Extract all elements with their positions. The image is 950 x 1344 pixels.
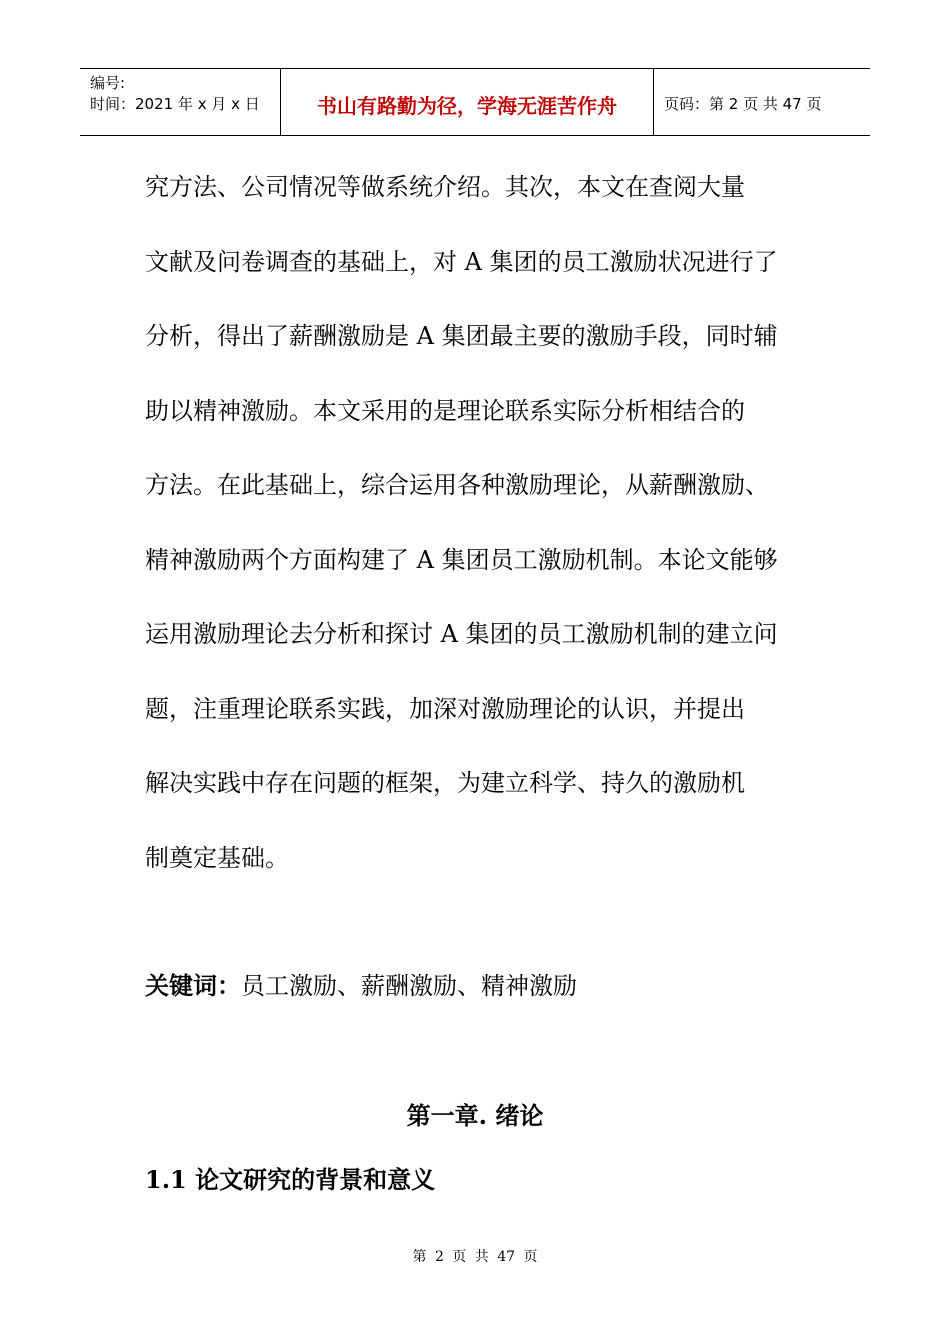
keywords-value: 员工激励、薪酬激励、精神激励	[241, 972, 577, 1000]
document-date: 时间：2021 年 x 月 x 日	[90, 95, 260, 113]
abstract-line: 方法。在此基础上，综合运用各种激励理论，从薪酬激励、	[145, 471, 769, 499]
chapter-title: 第一章. 绪论	[406, 1101, 544, 1130]
abstract-line: 分析，得出了薪酬激励是 A 集团最主要的激励手段，同时辅	[145, 322, 778, 350]
abstract-line: 制奠定基础。	[145, 843, 289, 872]
abstract-line: 精神激励两个方面构建了 A 集团员工激励机制。本论文能够	[145, 545, 778, 574]
page-header	[80, 68, 870, 136]
page-footer: 第 2 页 共 47 页	[412, 1249, 538, 1265]
abstract-line: 文献及问卷调查的基础上，对 A 集团的员工激励状况进行了	[145, 247, 778, 276]
header-page-info: 页码：第 2 页 共 47 页	[664, 95, 822, 113]
header-motto-cell	[281, 69, 654, 135]
document-number-label: 编号:	[90, 74, 126, 92]
keywords-label: 关键词：	[145, 972, 241, 1000]
abstract-line: 究方法、公司情况等做系统介绍。其次，本文在查阅大量	[145, 173, 745, 201]
section-title: 1.1 论文研究的背景和意义	[145, 1165, 436, 1194]
abstract-line: 题，注重理论联系实践，加深对激励理论的认识，并提出	[145, 694, 745, 723]
header-motto: 书山有路勤为径，学海无涯苦作舟	[317, 93, 617, 118]
header-meta-cell	[80, 69, 281, 135]
abstract-body	[145, 150, 825, 895]
keywords-row	[145, 966, 577, 1001]
abstract-line: 助以精神激励。本文采用的是理论联系实际分析相结合的	[145, 396, 745, 425]
header-page-cell	[654, 69, 870, 135]
abstract-line: 解决实践中存在问题的框架，为建立科学、持久的激励机	[145, 769, 745, 797]
abstract-line: 运用激励理论去分析和探讨 A 集团的员工激励机制的建立问	[145, 620, 778, 648]
